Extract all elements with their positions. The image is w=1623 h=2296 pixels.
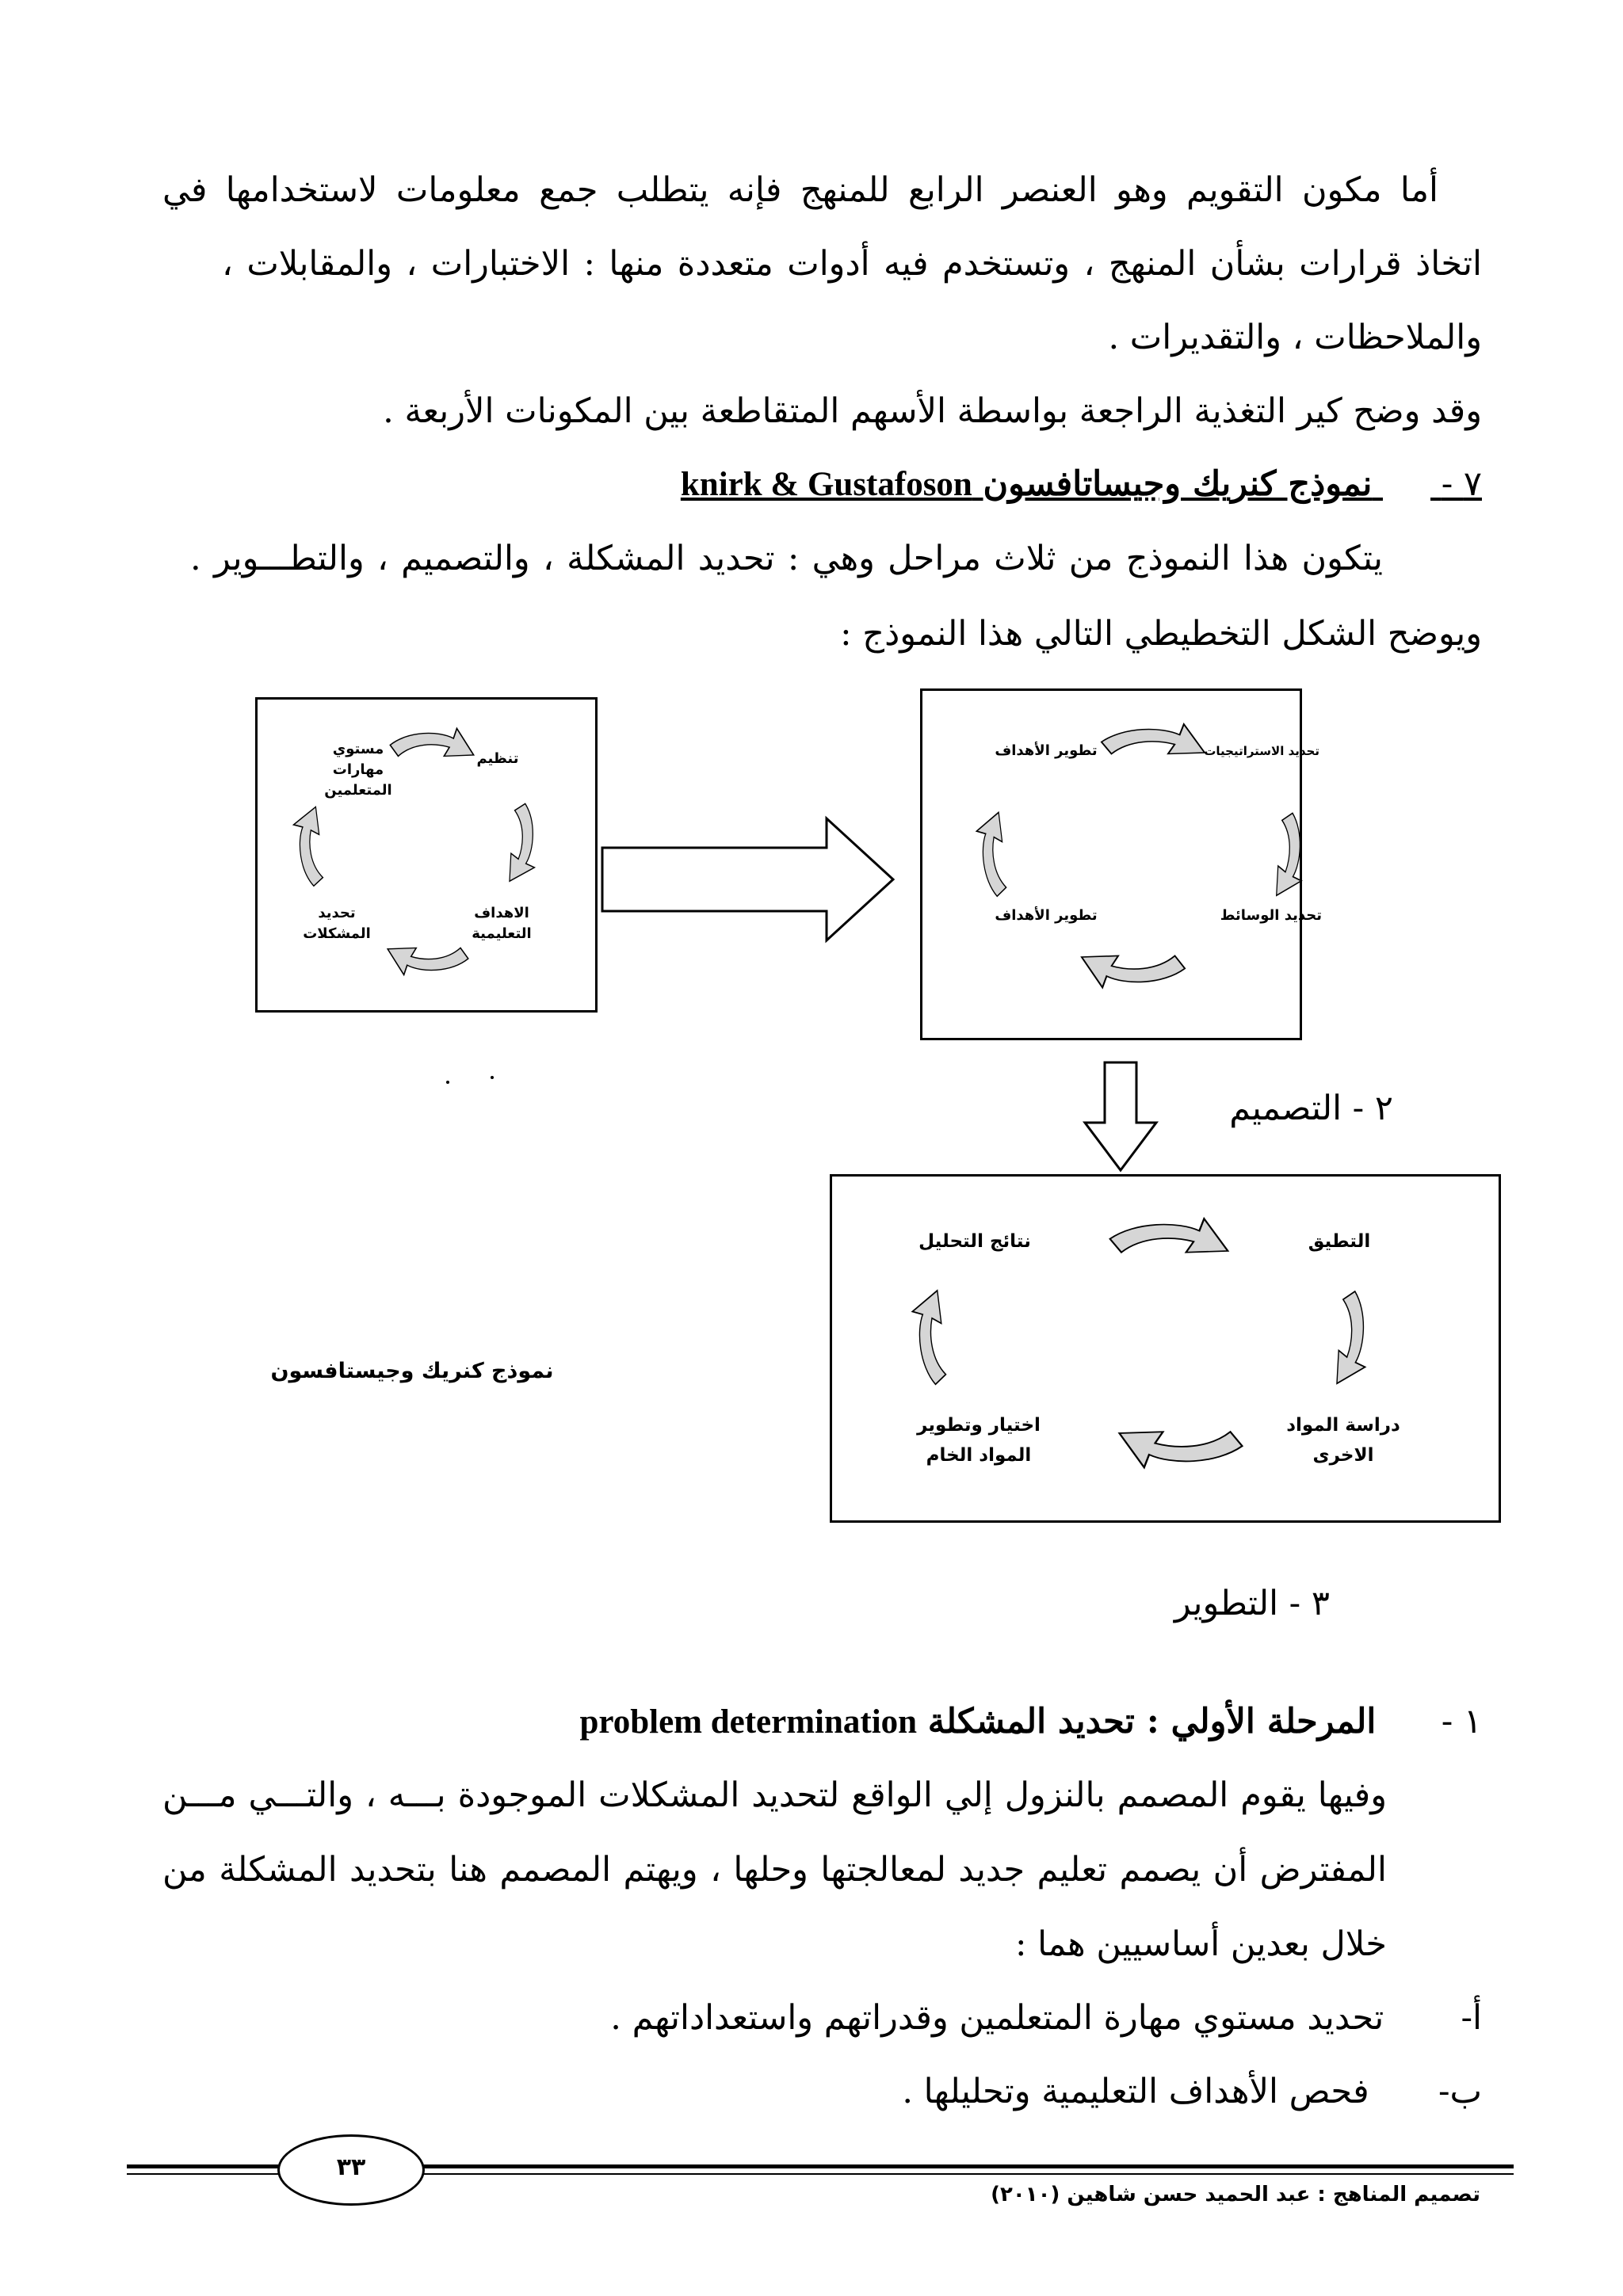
section-7-title: نموذج كنريك وجيساتافسون (983, 464, 1373, 504)
stage-1-line-2: المفترض أن يصمم تعليم جديد لمعالجتها وحلها ، ويهتم المصمم هنا بتحديد المشكلة من (162, 1850, 1387, 1890)
stage-1-line-1: وفيها يقوم المصمم بالنزول إلي الواقع لتحديد المشكلات الموجودة بـــه ، والتـــي مـــن (162, 1775, 1387, 1815)
intro-line-2: اتخاذ قرارات بشأن المنهج ، وتستخدم فيه أدوات متعددة منها : الاختبارات ، والمقابلات ، (222, 244, 1482, 284)
label-learners-level-l2: مهارات (332, 761, 384, 778)
label-identify-problems-l1: تحديد (318, 905, 356, 921)
page-number: ٣٣ (336, 2153, 366, 2181)
section-7-number: ٧ - (1441, 464, 1482, 504)
stage-1-title: المرحلة الأولي : تحديد المشكلة (927, 1702, 1377, 1741)
stage-2-label: ٢ - التصميم (1229, 1089, 1393, 1128)
item-b-marker: ب- (1438, 2072, 1482, 2111)
label-study-other-materials-l2: الاخرى (1312, 1445, 1374, 1466)
cycle-arrow-9 (1110, 1219, 1228, 1253)
model-desc-line-2: ويوضح الشكل التخطيطي التالي هذا النموذج : (840, 614, 1482, 654)
down-arrow (1085, 1062, 1156, 1170)
intro-line-4: وقد وضح كير التغذية الراجعة بواسطة الأسهم المتقاطعة بين المكونات الأربعة . (383, 391, 1482, 431)
stage-1-heading (580, 1699, 1483, 1745)
cycle-arrow-6 (1275, 812, 1307, 898)
label-learners-level-l3: المتعلمين (324, 782, 392, 799)
label-select-develop-materials-l1: اختيار وتطوير (917, 1415, 1041, 1436)
footer-credit: تصميم المناهج : عبد الحميد حسن شاهين (٢٠١٠) (991, 2183, 1480, 2206)
diagram-caption: نموذج كنريك وجيستافسون (270, 1359, 554, 1383)
label-learners-level-l1: مستوي (332, 741, 384, 757)
label-study-other-materials-l1: دراسة المواد (1286, 1415, 1400, 1436)
label-develop-objectives-top: تطوير الأهداف (995, 742, 1098, 759)
label-identify-media: تحديد الوسائط (1220, 907, 1322, 924)
item-b-text: فحص الأهداف التعليمية وتحليلها . (902, 2072, 1369, 2111)
label-select-develop-materials (899, 1410, 1058, 1470)
cycle-arrow-3 (388, 948, 468, 974)
stage-1-title-en: problem determination (579, 1703, 918, 1741)
cycle-arrow-5 (1102, 724, 1205, 754)
stage-1-number: ١ - (1441, 1702, 1482, 1741)
stage-1-line-3: خلال بعدين أساسيين هما : (1014, 1924, 1387, 1964)
label-identify-problems (293, 903, 380, 944)
label-organize: تنظيم (476, 750, 519, 767)
label-analysis-results: نتائج التحليل (918, 1231, 1031, 1252)
label-educational-objectives-l2: التعليمية (472, 925, 532, 942)
label-educational-objectives (458, 903, 545, 944)
stage-1-item-b (902, 2069, 1482, 2114)
model-desc-line-1: يتكون هذا النموذج من ثلاث مراحل وهي : تحديد المشكلة ، والتصميم ، والتطـــوير . (190, 539, 1383, 578)
cycle-arrow-10 (1336, 1291, 1372, 1386)
label-select-develop-materials-l2: المواد الخام (926, 1445, 1032, 1466)
big-right-arrow (602, 818, 893, 940)
cycle-arrow-8 (975, 812, 1006, 898)
item-a-text: تحديد مستوي مهارة المتعلمين وقدراتهم واستعداداتهم . (610, 1998, 1384, 2038)
intro-line-1: أما مكون التقويم وهو العنصر الرابع للمنهج فإنه يتطلب جمع معلومات لاستخدامها في (162, 170, 1438, 210)
label-identify-strategies: تحديد الاستراتيجيات (1204, 744, 1319, 758)
cycle-arrow-7 (1082, 955, 1185, 987)
label-develop-objectives-bottom: تطوير الأهداف (995, 907, 1098, 924)
label-study-other-materials (1276, 1410, 1411, 1470)
stage-3-label: ٣ - التطوير (1174, 1584, 1330, 1623)
label-identify-problems-l2: المشكلات (303, 925, 371, 942)
cycle-arrow-11 (1120, 1432, 1243, 1467)
section-7-title-en: knirk & Gustafoson (680, 466, 972, 503)
label-learners-level (311, 739, 406, 801)
label-application: التطيق (1308, 1231, 1371, 1252)
cycle-arrow-12 (911, 1291, 946, 1386)
stage-1-item-a (610, 1996, 1482, 2040)
cycle-arrow-4 (292, 807, 324, 887)
intro-line-3: والملاحظات ، والتقديرات . (1108, 318, 1482, 357)
cycle-arrow-2 (509, 803, 540, 883)
label-educational-objectives-l1: الاهداف (474, 905, 529, 921)
item-a-marker: أ- (1461, 1998, 1482, 2038)
